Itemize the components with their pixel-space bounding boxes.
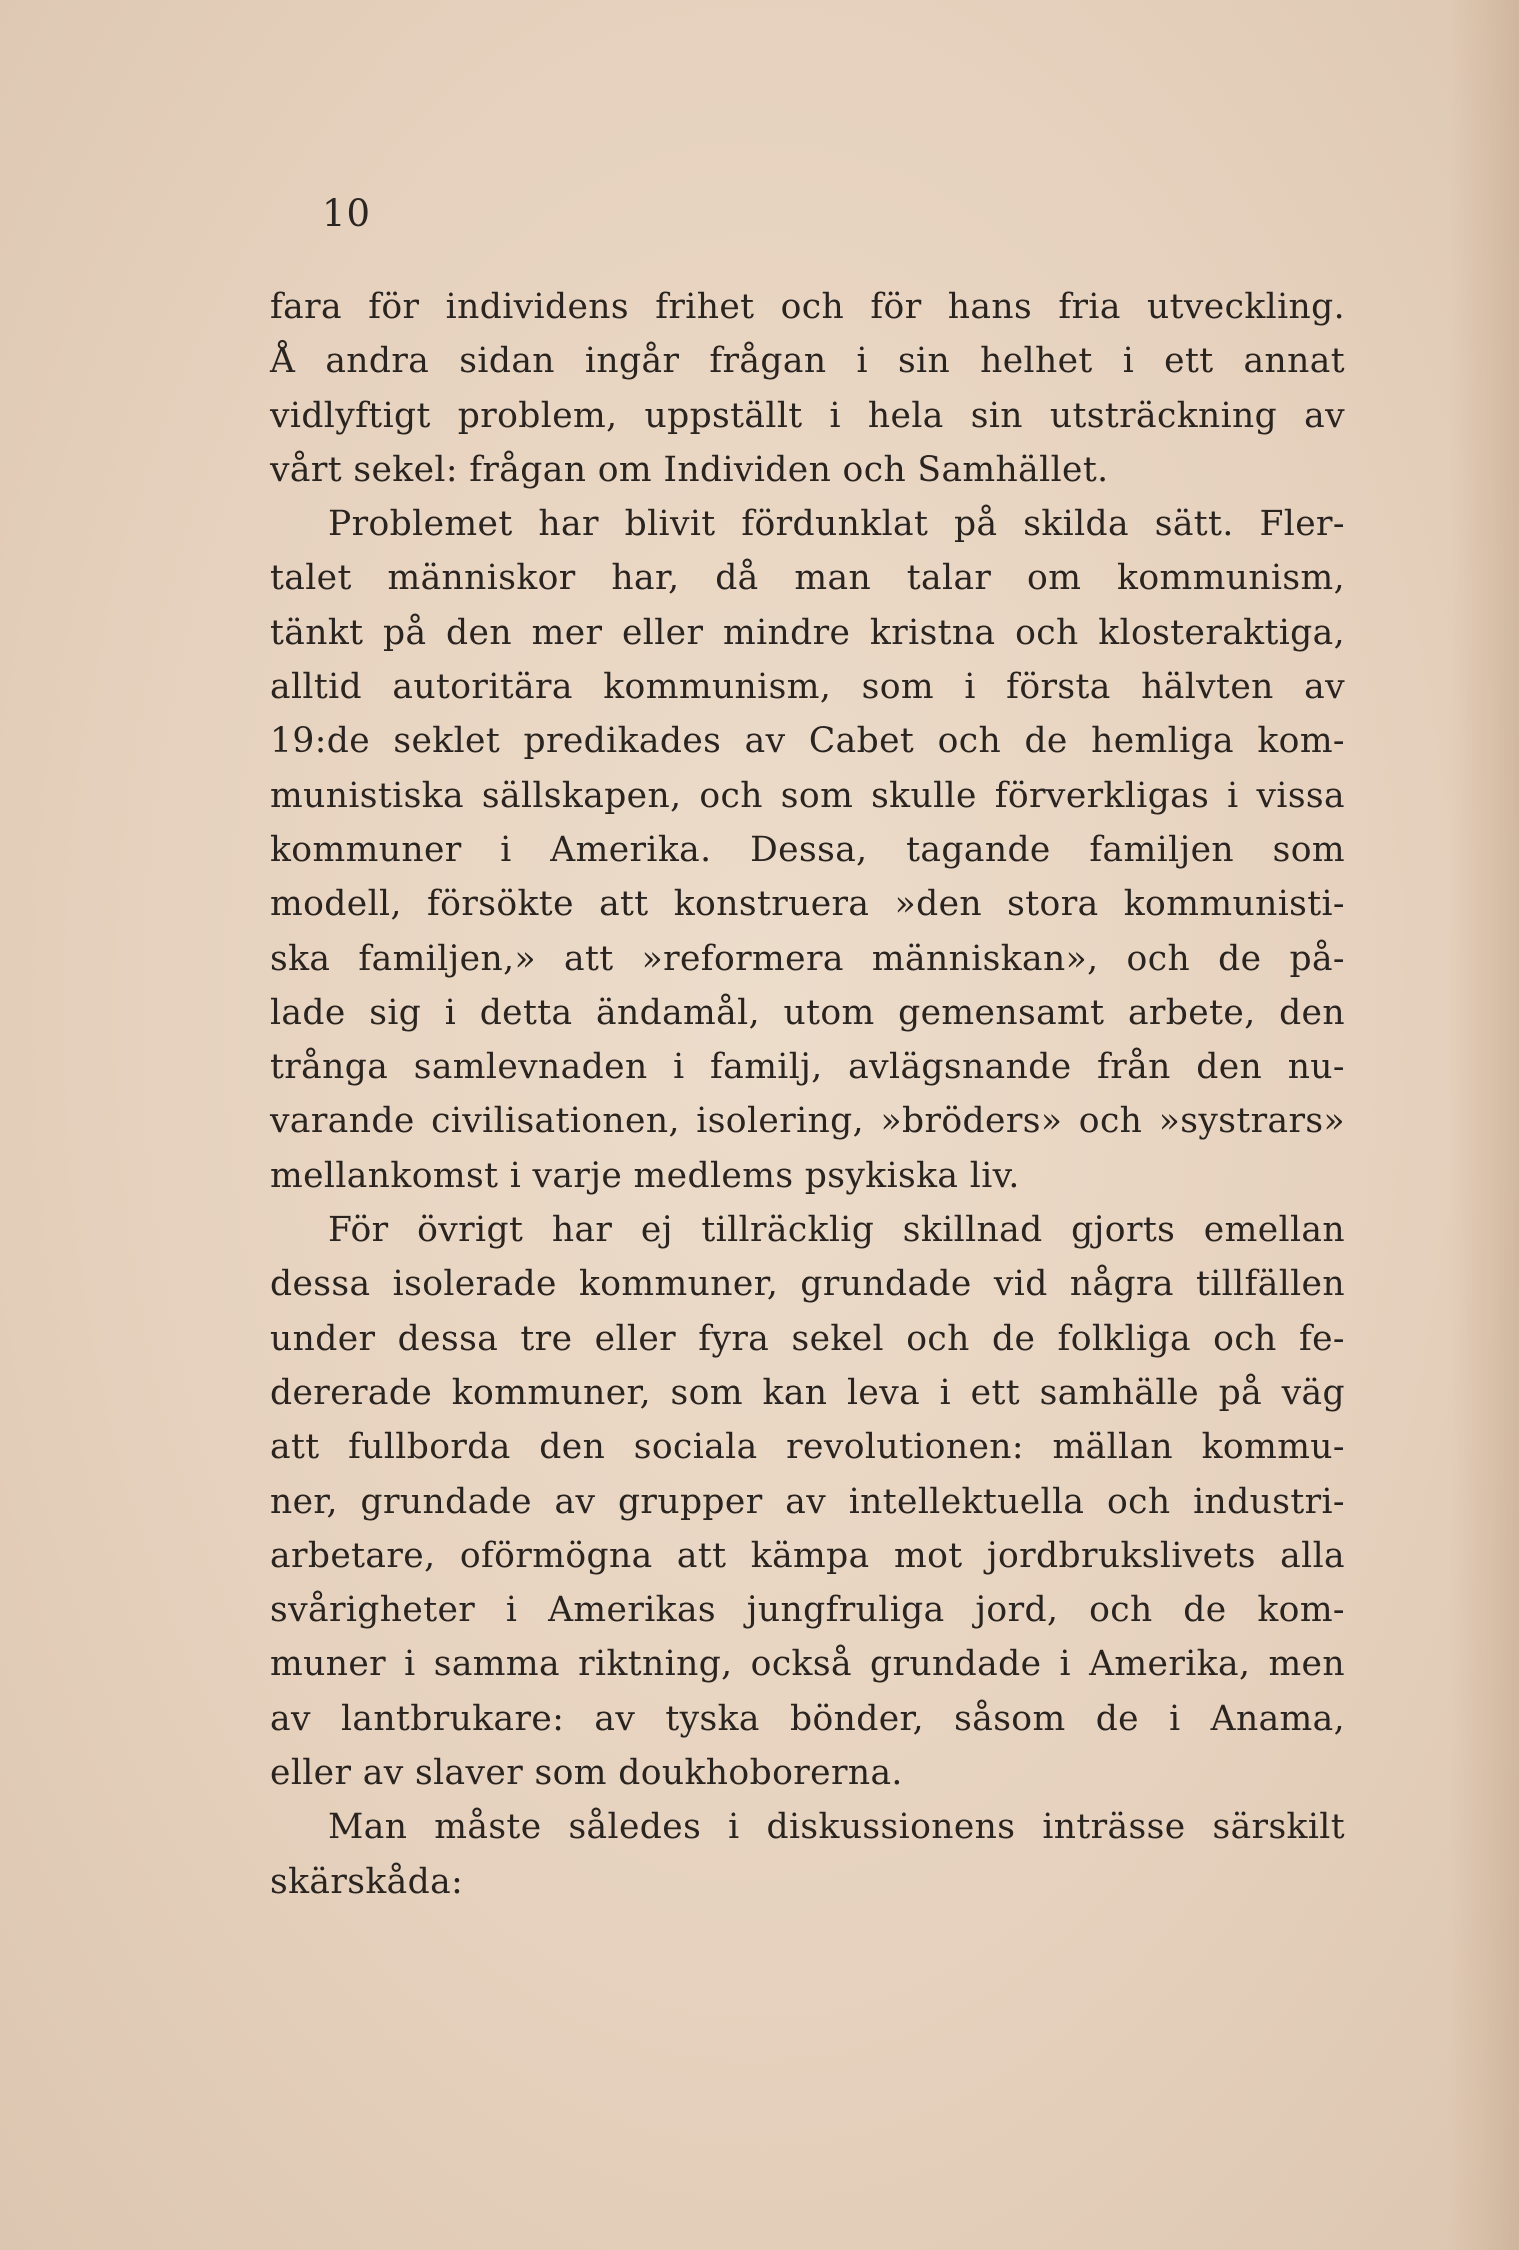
text-line: skärskåda: xyxy=(270,1861,464,1902)
text-line: eller av slaver som doukhoborerna. xyxy=(270,1753,903,1794)
text-line: av lantbrukare: av tyska bönder, såsom de i Anama, xyxy=(270,1698,1345,1739)
text-line: mellankomst i varje medlems psykiska liv. xyxy=(270,1155,1020,1196)
text-line: Å andra sidan ingår frågan i sin helhet i ett annat xyxy=(270,341,1345,382)
text-line: trånga samlevnaden i familj, avlägsnande från den nu- xyxy=(270,1047,1345,1088)
text-line: dessa isolerade kommuner, grundade vid några tillfällen xyxy=(270,1264,1345,1305)
text-line: Man måste således i diskussionens inträsse särskilt xyxy=(328,1807,1345,1848)
text-line: varande civilisationen, isolering, »bröders» och »systrars» xyxy=(270,1101,1345,1142)
text-line: muner i samma riktning, också grundade i Amerika, men xyxy=(270,1644,1345,1685)
text-line: För övrigt har ej tillräcklig skillnad gjorts emellan xyxy=(328,1210,1345,1251)
text-line: att fullborda den sociala revolutionen: mällan kommu- xyxy=(270,1427,1345,1468)
text-line: lade sig i detta ändamål, utom gemensamt arbete, den xyxy=(270,992,1345,1033)
text-line: under dessa tre eller fyra sekel och de folkliga och fe- xyxy=(270,1318,1345,1359)
text-line: tänkt på den mer eller mindre kristna och klosteraktiga, xyxy=(270,612,1345,653)
text-line: svårigheter i Amerikas jungfruliga jord, och de kom- xyxy=(270,1590,1345,1631)
text-line: ska familjen,» att »reformera människan», och de på- xyxy=(270,938,1345,979)
text-line: ner, grundade av grupper av intellektuella och industri- xyxy=(270,1481,1345,1522)
text-line: 19:de seklet predikades av Cabet och de hemliga kom- xyxy=(270,721,1345,762)
text-line: vårt sekel: frågan om Individen och Samhället. xyxy=(270,449,1109,490)
text-line: alltid autoritära kommunism, som i första hälvten av xyxy=(270,667,1345,708)
text-line: vidlyftigt problem, uppställt i hela sin utsträckning av xyxy=(270,395,1345,436)
text-line: kommuner i Amerika. Dessa, tagande familjen som xyxy=(270,829,1345,870)
body-text xyxy=(270,280,1345,1909)
text-line: talet människor har, då man talar om kommunism, xyxy=(270,558,1345,599)
text-line: munistiska sällskapen, och som skulle förverkligas i vissa xyxy=(270,775,1345,816)
text-line: dererade kommuner, som kan leva i ett samhälle på väg xyxy=(270,1372,1345,1413)
page-edge-shadow xyxy=(1449,0,1519,2250)
text-line: Problemet har blivit fördunklat på skilda sätt. Fler- xyxy=(328,504,1345,545)
page-number: 10 xyxy=(322,192,372,235)
text-line: modell, försökte att konstruera »den stora kommunisti- xyxy=(270,884,1345,925)
text-line: arbetare, oförmögna att kämpa mot jordbrukslivets alla xyxy=(270,1535,1345,1576)
text-line: fara för individens frihet och för hans fria utveckling. xyxy=(270,287,1345,327)
